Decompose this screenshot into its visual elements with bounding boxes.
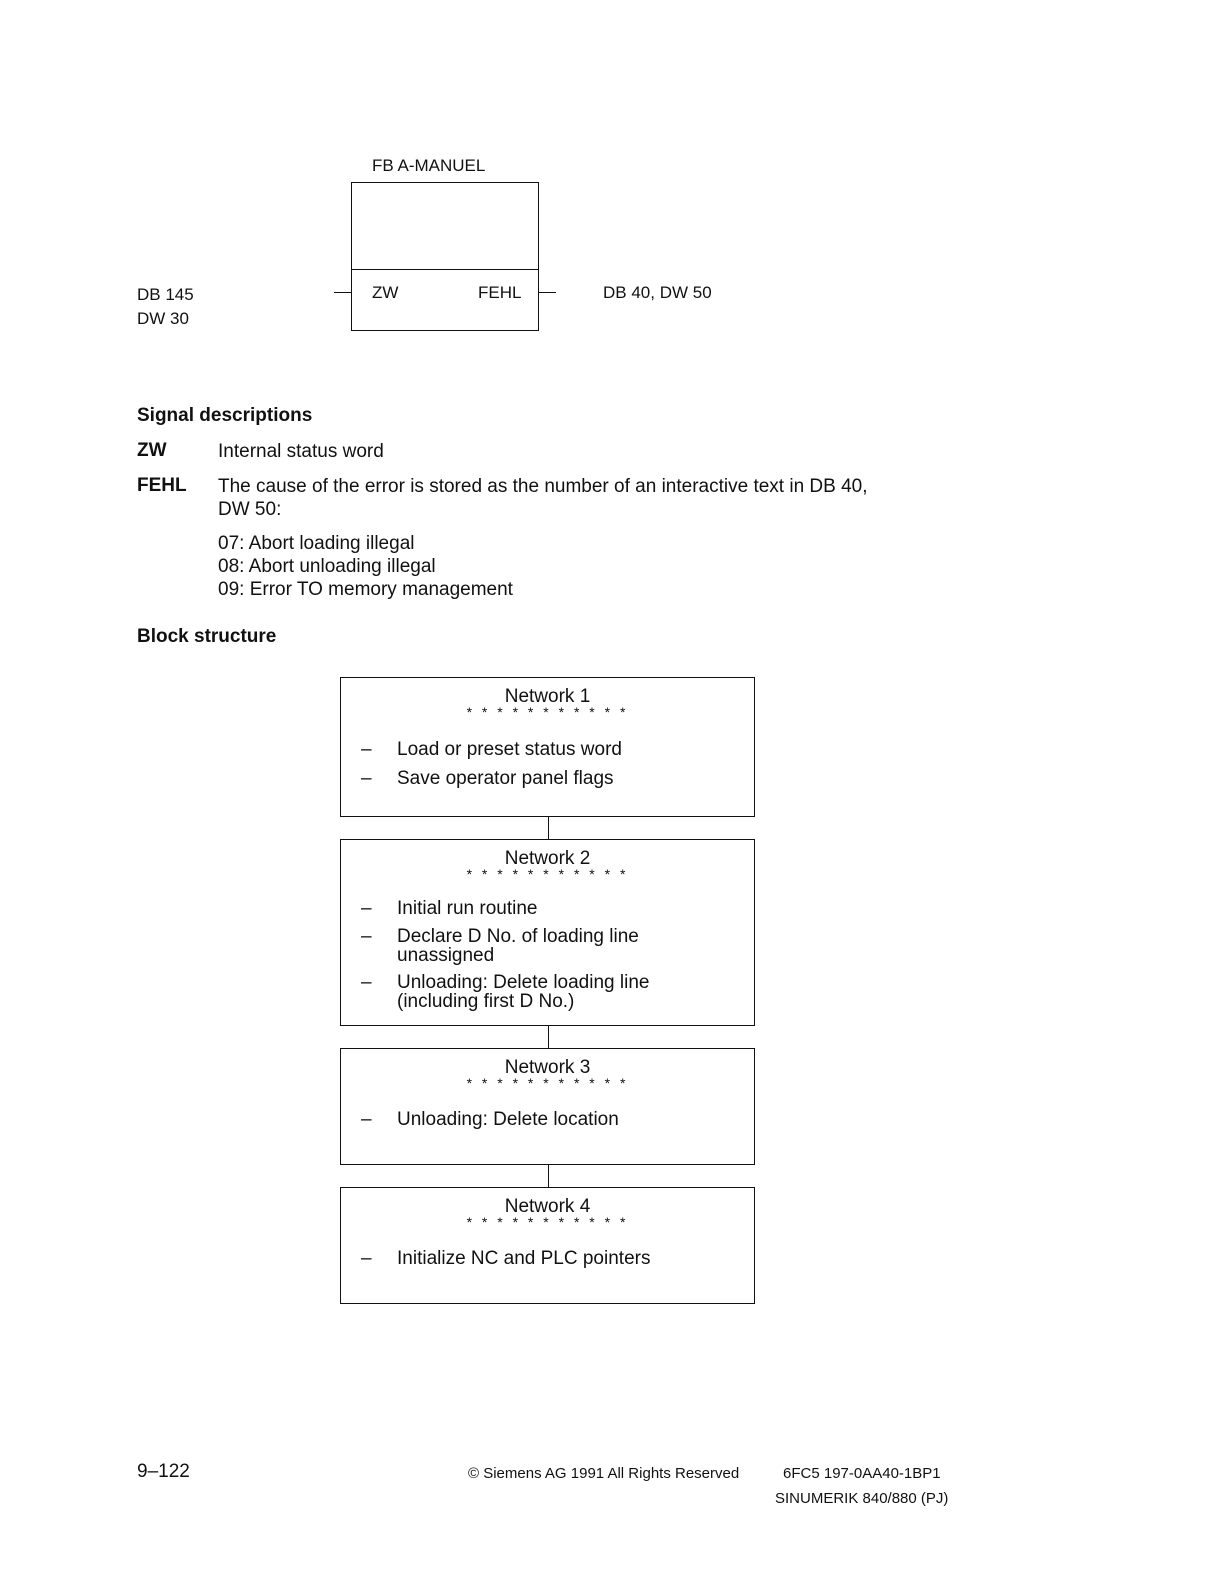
network-stars: * * * * * * * * * * *	[466, 866, 629, 882]
network-item-text: Declare D No. of loading line unassigned	[397, 926, 639, 966]
network-connector	[548, 817, 549, 839]
network-item-text: Unloading: Delete location	[397, 1109, 619, 1130]
network-connector	[548, 1165, 549, 1187]
bullet-dash: –	[361, 768, 372, 789]
footer-copyright: © Siemens AG 1991 All Rights Reserved	[468, 1465, 740, 1482]
footer-product: SINUMERIK 840/880 (PJ)	[775, 1490, 949, 1507]
network-connector	[548, 1026, 549, 1048]
signal-name-zw: ZW	[137, 440, 167, 461]
fb-output-pin-line	[539, 292, 556, 293]
network-item-text: Initialize NC and PLC pointers	[397, 1248, 651, 1269]
fb-input-operand-line1: DB 145	[137, 285, 194, 304]
network-item-text: Load or preset status word	[397, 739, 622, 760]
network-item	[361, 1110, 619, 1129]
network-box-1	[340, 677, 755, 817]
network-title: Network 2	[504, 848, 591, 869]
network-stars: * * * * * * * * * * *	[466, 1075, 629, 1091]
bullet-dash: –	[361, 1109, 372, 1130]
signal-descriptions-heading: Signal descriptions	[137, 405, 313, 426]
error-code-list	[218, 532, 513, 601]
signal-description-fehl-line1: The cause of the error is stored as the number of an interactive text in DB 40,	[218, 476, 868, 497]
error-code-item: 08: Abort unloading illegal	[218, 556, 436, 577]
fb-output-operand: DB 40, DW 50	[603, 283, 712, 302]
fb-input-param: ZW	[372, 283, 399, 302]
network-item	[361, 740, 622, 759]
network-item	[361, 1249, 650, 1268]
fb-input-pin-line	[334, 292, 351, 293]
signal-description-zw: Internal status word	[218, 441, 384, 462]
fb-input-operand-line2: DW 30	[137, 309, 189, 328]
bullet-dash: –	[361, 739, 372, 760]
error-code-item: 07: Abort loading illegal	[218, 533, 415, 554]
fb-output-param: FEHL	[478, 283, 522, 302]
fb-input-operand	[137, 283, 194, 331]
error-code-item: 09: Error TO memory management	[218, 579, 513, 600]
network-title: Network 4	[504, 1196, 591, 1217]
network-box-2	[340, 839, 755, 1026]
fb-divider	[352, 269, 538, 270]
bullet-dash: –	[361, 926, 372, 947]
network-item	[361, 899, 537, 918]
signal-name-fehl: FEHL	[137, 475, 187, 496]
signal-description-fehl-line2: DW 50:	[218, 499, 282, 520]
network-item	[361, 927, 639, 965]
network-item	[361, 973, 649, 1011]
network-item-text: Unloading: Delete loading line (including first D No.)	[397, 972, 650, 1012]
block-structure-heading: Block structure	[137, 626, 277, 647]
fb-title: FB A-MANUEL	[372, 156, 486, 175]
network-item-text: Initial run routine	[397, 898, 538, 919]
network-stars: * * * * * * * * * * *	[466, 704, 629, 720]
function-block-box	[351, 182, 539, 331]
network-item	[361, 769, 614, 788]
network-item-text: Save operator panel flags	[397, 768, 614, 789]
network-box-4	[340, 1187, 755, 1304]
footer-order-number: 6FC5 197-0AA40-1BP1	[783, 1465, 941, 1482]
signal-description-fehl	[218, 475, 868, 521]
network-box-3	[340, 1048, 755, 1165]
bullet-dash: –	[361, 1248, 372, 1269]
bullet-dash: –	[361, 898, 372, 919]
network-title: Network 3	[504, 1057, 591, 1078]
page-number: 9–122	[137, 1461, 190, 1482]
network-title: Network 1	[504, 686, 591, 707]
bullet-dash: –	[361, 972, 372, 993]
network-stars: * * * * * * * * * * *	[466, 1214, 629, 1230]
